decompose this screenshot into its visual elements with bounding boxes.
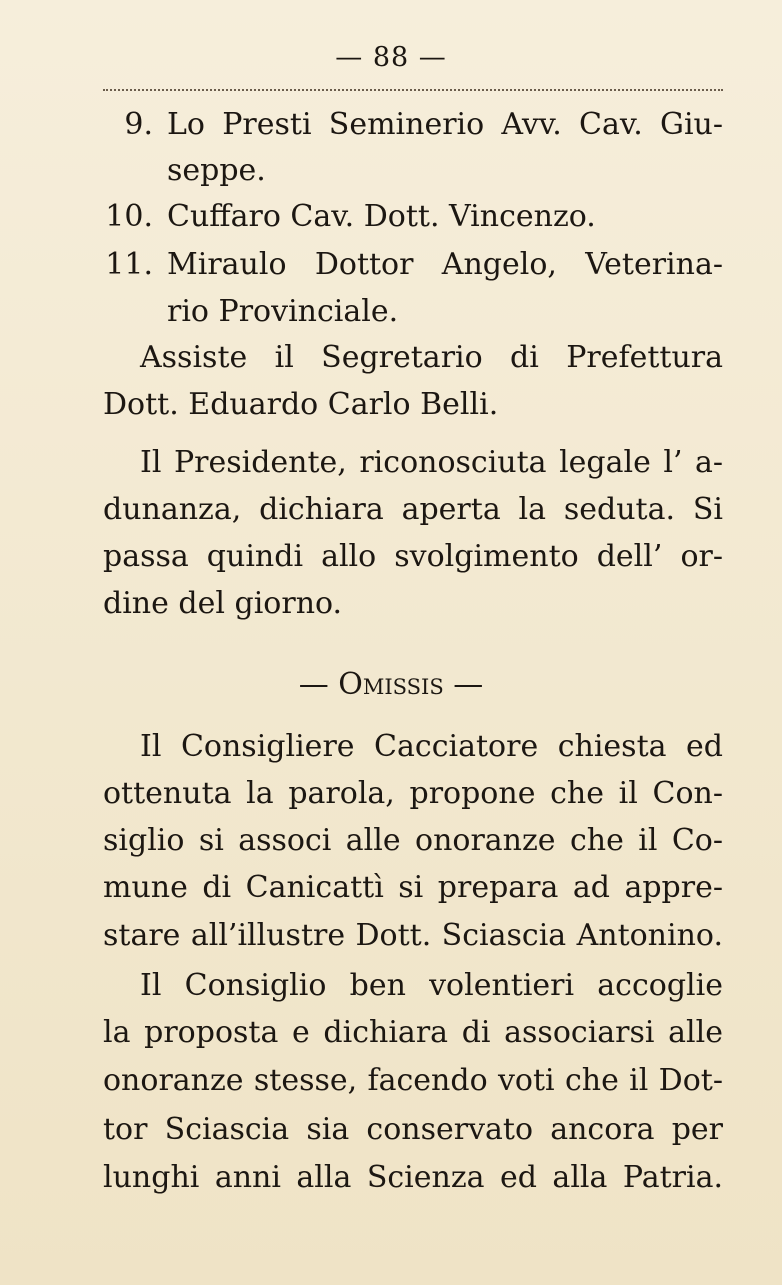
- item-text-continuation: rio Provinciale.: [167, 294, 399, 329]
- paragraph-line: onoranze stesse, facendo voti che il Dot-: [103, 1063, 723, 1098]
- paragraph-line: lunghi anni alla Scienza ed alla Patria.: [103, 1160, 723, 1195]
- paragraph-line: dunanza, dichiara aperta la seduta. Si: [103, 492, 723, 527]
- paragraph-line: stare all’illustre Dott. Sciascia Antonino.: [103, 918, 723, 953]
- paragraph-line: Il Consiglio ben volentieri accoglie: [140, 968, 723, 1003]
- page-number: — 88 —: [335, 42, 447, 73]
- paragraph-line: Il Consigliere Cacciatore chiesta ed: [140, 729, 723, 764]
- paragraph-line: Dott. Eduardo Carlo Belli.: [103, 387, 499, 422]
- paragraph-line: passa quindi allo svolgimento dell’ or-: [103, 539, 723, 574]
- item-text: Lo Presti Seminerio Avv. Cav. Giu-: [167, 107, 723, 142]
- paragraph-line: mune di Canicattì si prepara ad appre-: [103, 870, 723, 905]
- item-text-continuation: seppe.: [167, 153, 266, 188]
- omissis-heading: — Omissis —: [298, 667, 484, 702]
- paragraph-line: Il Presidente, riconosciuta legale l’ a-: [140, 445, 723, 480]
- item-number: 10.: [105, 199, 153, 234]
- item-number: 11.: [105, 247, 153, 282]
- item-number: 9.: [124, 107, 153, 142]
- item-text: Cuffaro Cav. Dott. Vincenzo.: [167, 199, 596, 234]
- paragraph-line: la proposta e dichiara di associarsi alle: [103, 1015, 723, 1050]
- paragraph-line: dine del giorno.: [103, 586, 343, 621]
- header-dotted-rule: [103, 89, 723, 91]
- paragraph-line: ottenuta la parola, propone che il Con-: [103, 776, 723, 811]
- item-text: Miraulo Dottor Angelo, Veterina-: [167, 247, 723, 282]
- paragraph-line: tor Sciascia sia conservato ancora per: [103, 1112, 723, 1147]
- paragraph-line: siglio si associ alle onoranze che il Co-: [103, 823, 723, 858]
- paragraph-line: Assiste il Segretario di Prefettura: [140, 340, 723, 375]
